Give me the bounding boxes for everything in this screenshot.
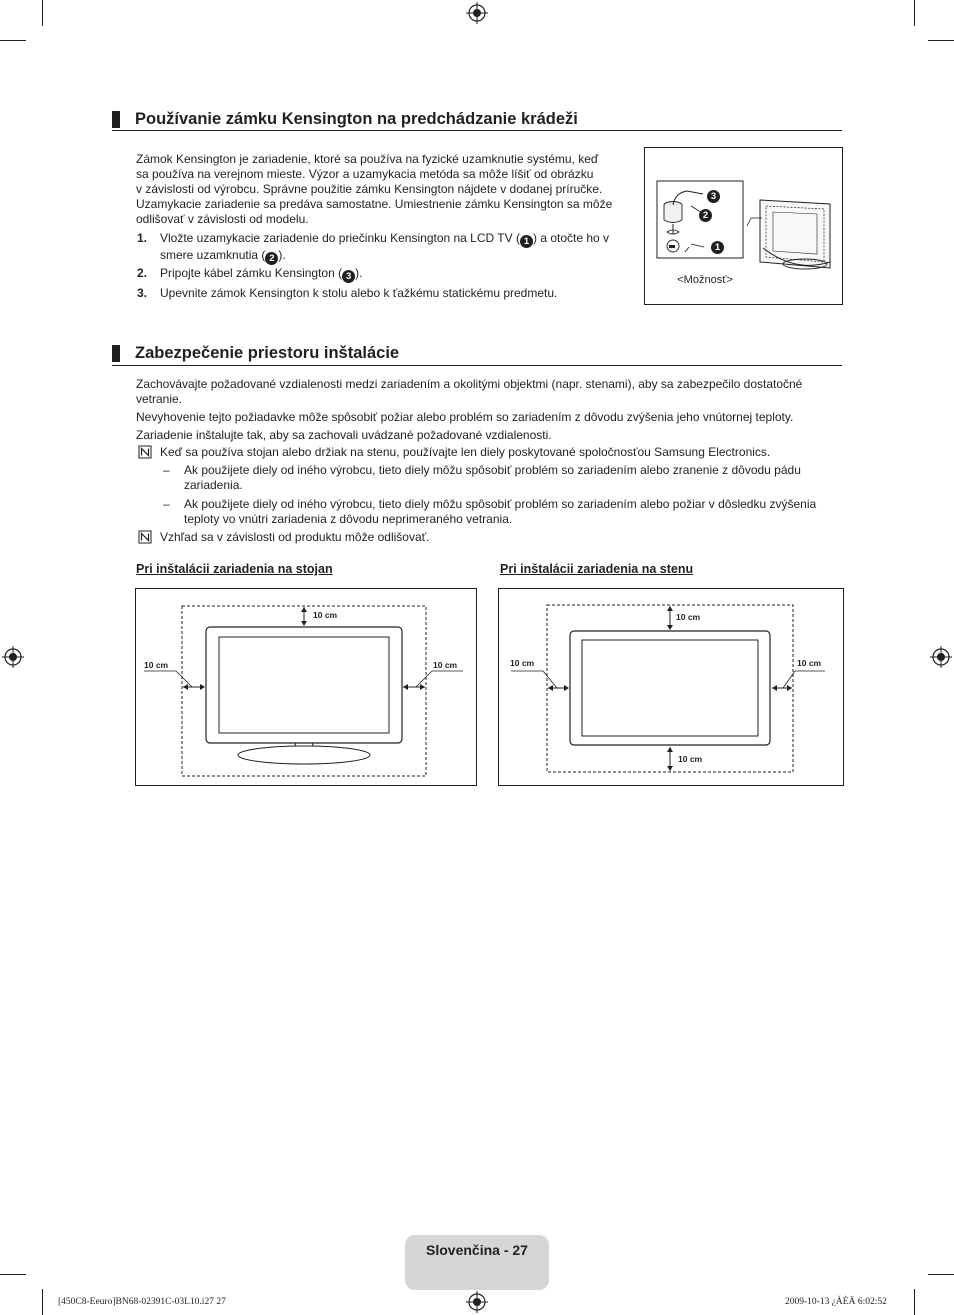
marker-1-icon: 1 — [711, 241, 724, 254]
file-info: [450C8-Eeuro]BN68-02391C-03L10.i27 27 — [58, 1297, 226, 1307]
section-bar — [112, 111, 120, 128]
print-timestamp: 2009-10-13 ¿ÀÈÄ 6:02:52 — [785, 1297, 887, 1307]
right-clearance-label: 10 cm — [433, 660, 458, 670]
registration-mark-icon — [466, 1291, 488, 1313]
intro-line: sa používa na verejnom mieste. Výzor a uzamykacia metóda sa môže líšiť od obrázku — [136, 167, 594, 181]
paragraph — [136, 377, 836, 407]
marker-3-icon: 3 — [342, 270, 355, 283]
intro-line: Zámok Kensington je zariadenie, ktoré sa používa na fyzické uzamknutie systému, keď — [136, 152, 599, 166]
paragraph: Zariadenie inštalujte tak, aby sa zachovali uvádzané požadované vzdialenosti. — [136, 428, 552, 442]
dash-item — [184, 497, 840, 527]
step-text: ). — [355, 266, 363, 280]
step-number: 2. — [137, 266, 148, 280]
section-title-kensington: Používanie zámku Kensington na predchádzanie krádeži — [135, 110, 578, 128]
note-icon — [138, 445, 152, 459]
marker-2-icon: 2 — [699, 209, 712, 222]
registration-mark-icon — [930, 646, 952, 668]
crop-mark — [42, 1289, 43, 1315]
stand-clearance-diagram — [135, 588, 477, 786]
left-clearance-label: 10 cm — [144, 660, 169, 670]
intro-line: odlišovať v závislosti od modelu. — [136, 212, 309, 226]
step-3: Upevnite zámok Kensington k stolu alebo k ťažkému statickému predmetu. — [160, 286, 558, 300]
intro-line: v závislosti od výrobcu. Správne použitie zámku Kensington nájdete v dodanej príručke. — [136, 182, 603, 196]
dash-item-line: Ak použijete diely od iného výrobcu, tieto diely môžu spôsobiť problém so zariadením alebo požiar v dôsledku zvýšenia — [184, 497, 817, 511]
top-clearance-label: 10 cm — [676, 612, 701, 622]
marker-1-icon: 1 — [520, 235, 533, 248]
registration-mark-icon — [2, 646, 24, 668]
dash-item-line: Ak použijete diely od iného výrobcu, tieto diely môžu spôsobiť problém so zariadením alebo zranenie z dôvodu pádu — [184, 463, 801, 477]
paragraph-line: Zachovávajte požadované vzdialenosti medzi zariadením a okolitými objektmi (napr. stenami), aby sa zabezpečilo dostatočné — [136, 377, 803, 391]
crop-mark — [0, 1274, 26, 1275]
page-number: Slovenčina - 27 — [426, 1242, 528, 1258]
crop-mark — [914, 0, 915, 26]
wall-tv-illustration — [499, 589, 843, 785]
left-clearance-label: 10 cm — [510, 658, 535, 668]
note-text: Vzhľad sa v závislosti od produktu môže odlišovať. — [160, 530, 430, 544]
crop-mark — [914, 1289, 915, 1315]
marker-2-icon: 2 — [265, 252, 278, 265]
right-clearance-label: 10 cm — [797, 658, 822, 668]
section-bar — [112, 345, 120, 362]
crop-mark — [0, 40, 26, 41]
dash-item-line: teploty vo vnútri zariadenia z dôvodu neprimeraného vetrania. — [184, 512, 513, 526]
stand-diagram-title: Pri inštalácii zariadenia na stojan — [136, 562, 333, 576]
page-number-tab — [405, 1235, 549, 1290]
step-2 — [160, 266, 640, 283]
dash-bullet: – — [163, 497, 170, 511]
section-rule — [112, 365, 842, 366]
dash-bullet: – — [163, 463, 170, 477]
step-text: smere uzamknutia ( — [160, 248, 266, 262]
wall-diagram-title: Pri inštalácii zariadenia na stenu — [500, 562, 694, 576]
stand-tv-illustration — [136, 589, 476, 785]
crop-mark — [928, 40, 954, 41]
registration-mark-icon — [466, 2, 488, 24]
section-rule — [112, 130, 842, 131]
step-text: Pripojte kábel zámku Kensington ( — [160, 266, 343, 280]
note-text: Keď sa používa stojan alebo držiak na stenu, používajte len diely poskytované spoločnosťou Samsung Electronics. — [160, 445, 771, 459]
kensington-figure — [644, 147, 843, 305]
step-text: Vložte uzamykacie zariadenie do priečinku Kensington na LCD TV ( — [160, 231, 520, 245]
crop-mark — [42, 0, 43, 26]
step-number: 3. — [137, 286, 148, 300]
dash-item-line: zariadenia. — [184, 478, 243, 492]
step-number: 1. — [137, 231, 148, 245]
kensington-intro — [136, 152, 636, 227]
paragraph-line: vetranie. — [136, 392, 183, 406]
paragraph: Nevyhovenie tejto požiadavke môže spôsobiť požiar alebo problém so zariadením z dôvodu zvýšenia jeho vnútornej teploty. — [136, 410, 794, 424]
top-clearance-label: 10 cm — [313, 610, 338, 620]
crop-mark — [928, 1274, 954, 1275]
step-1 — [160, 231, 640, 265]
wall-clearance-diagram — [498, 588, 844, 786]
step-text: ) a otočte ho v — [532, 231, 610, 245]
step-text: ). — [278, 248, 286, 262]
section-title-installation: Zabezpečenie priestoru inštalácie — [135, 344, 400, 362]
dash-item — [184, 463, 840, 493]
intro-line: Uzamykacie zariadenie sa predáva samostatne. Umiestnenie zámku Kensington sa môže — [136, 197, 613, 211]
marker-3-icon: 3 — [707, 190, 720, 203]
note-icon — [138, 530, 152, 544]
figure-caption: <Možnosť> — [677, 274, 733, 286]
bottom-clearance-label: 10 cm — [678, 754, 703, 764]
